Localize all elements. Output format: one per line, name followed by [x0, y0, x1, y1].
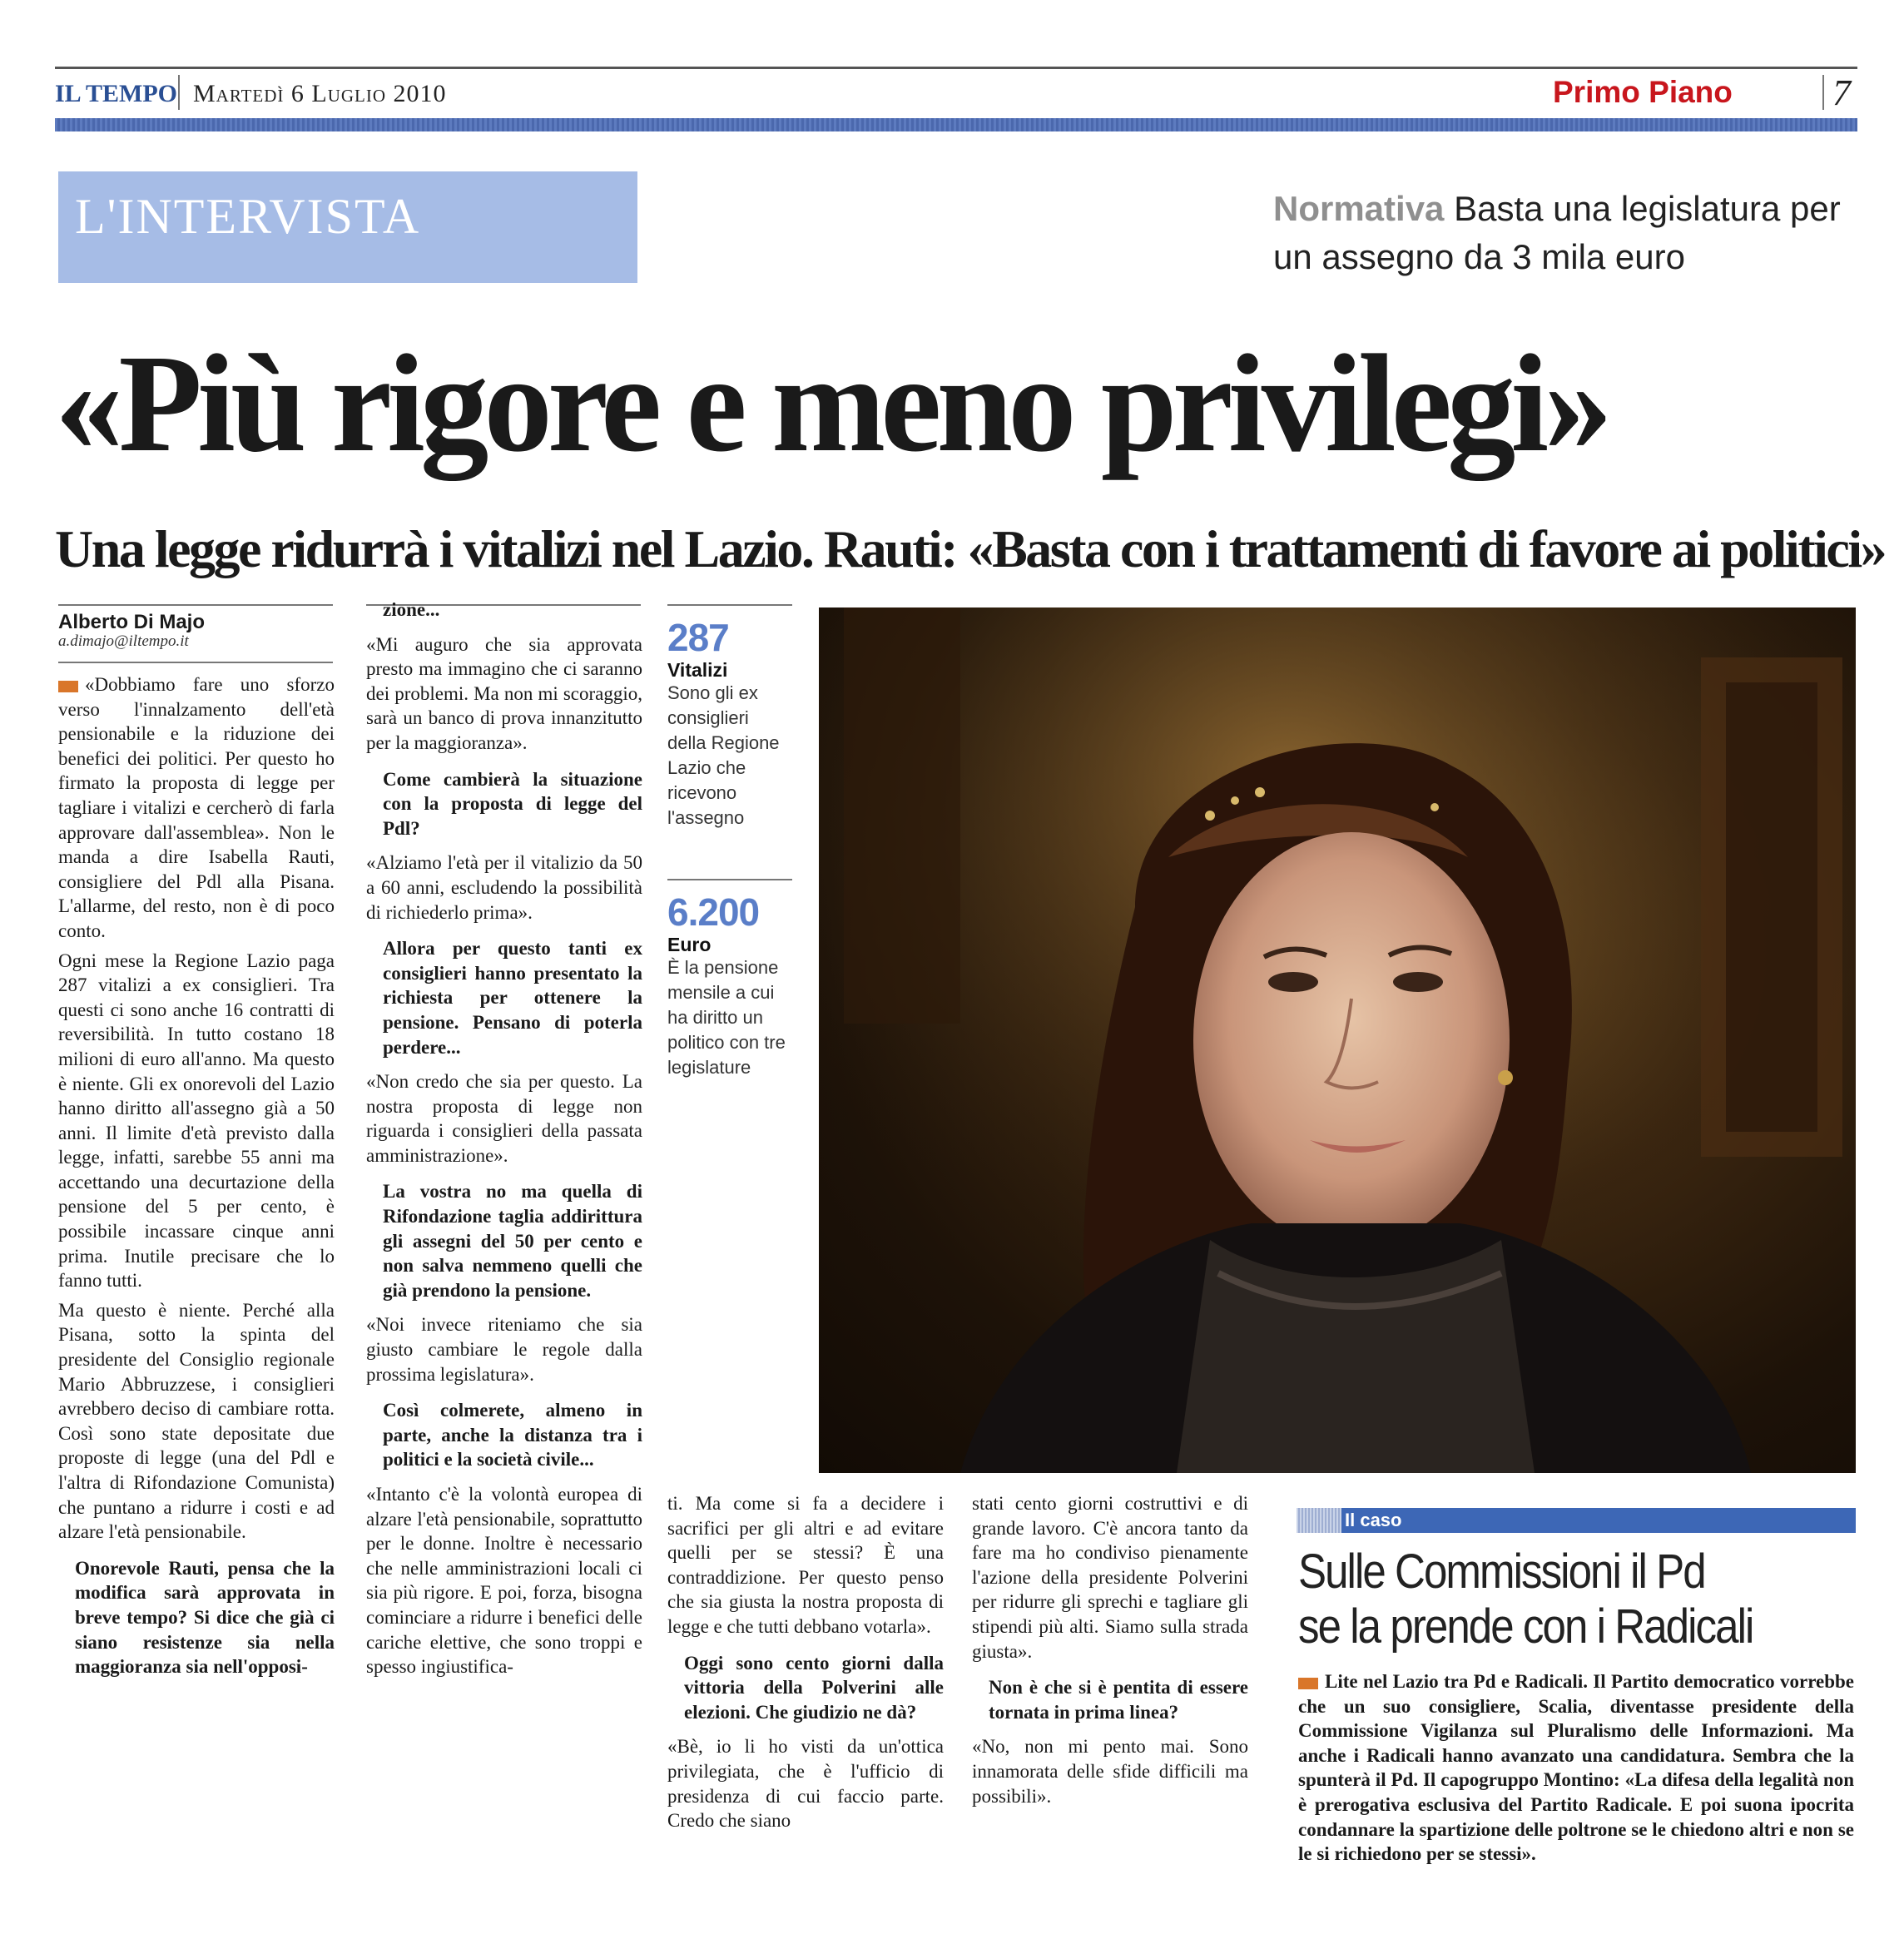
paragraph: «Dobbiamo fare uno sforzo verso l'innalzamento dell'età pensionabile e la riduzione dei benefici dei politici. Per questo ho firmato la proposta di legge per tagliare i vitalizi e cercherò di farla approvare dall'assemblea». Non le manda a dire Isabella Rauti, consigliere del Pdl alla Pisana. L'allarme, del resto, non è di poco conto.: [58, 674, 335, 941]
section-name: Primo Piano: [1553, 75, 1733, 109]
caso-title: [1298, 1545, 1796, 1654]
issue-date: Martedì 6 Luglio 2010: [193, 80, 447, 107]
stat-number: 287: [667, 616, 729, 659]
answer: «Non credo che sia per questo. La nostra proposta di legge non riguarda i consiglieri della passata amministrazione».: [366, 1071, 642, 1166]
answer: «Mi auguro che sia approvata presto ma immagino che ci saranno dei problemi. Ma non mi scoraggio, sarà un banco di prova innanzitutto per la maggioranza».: [366, 633, 642, 753]
paragraph-bullet-icon: [1298, 1678, 1318, 1689]
stat-description: È la pensione mensile a cui ha diritto un politico con tre legislature: [667, 957, 786, 1078]
kicker-label: L'INTERVISTA: [75, 189, 421, 244]
caso-tag-stripe: [1297, 1508, 1341, 1533]
caso-tag: [1297, 1508, 1856, 1533]
answer: ti. Ma come si fa a decidere i sacrifici per gli altri e ad evitare quelli per se stessi? È una contraddizione. Per questo penso che sia giusta la nostra proposta di legge e che tutti debbano votarla».: [667, 1493, 944, 1637]
paragraph: Ma questo è niente. Perché alla Pisana, sotto la spinta del presidente del Consiglio regionale Mario Abbruzzese, i consiglieri avrebbero deciso di cambiare rotta. Così sono state depositate due proposte di legge (una del Pdl e l'altra di Rifondazione Comunista) che puntano a ridurre i costi e ad alzare l'età pensionabile.: [58, 1299, 335, 1543]
question: Onorevole Rauti, pensa che la modifica sarà approvata in breve tempo? Si dice che già ci siano resistenze sia nella maggioranza sia nell'opposi-: [75, 1557, 335, 1678]
stat-divider: [667, 879, 792, 880]
subheadline: Una legge ridurrà i vitalizi nel Lazio. Rauti: «Basta con i trattamenti di favore ai politici»: [55, 519, 1886, 578]
question: Oggi sono cento giorni dalla vittoria della Polverini alle elezioni. Che giudizio ne dà?: [684, 1652, 944, 1723]
stat-description: Sono gli ex consiglieri della Regione Lazio che ricevono l'assegno: [667, 682, 780, 828]
answer: «Bè, io li ho visti da un'ottica privilegiata, che è l'ufficio di presidenza di cui faccio parte. Credo che siano: [667, 1736, 944, 1832]
answer: «Alziamo l'età per il vitalizio da 50 a 60 anni, escludendo la possibilità di richiederlo prima».: [366, 852, 642, 923]
answer: «Intanto c'è la volontà europea di alzare l'età pensionabile, soprattutto per le donne. Inoltre è necessario che nelle amministrazioni locali ci sia più rigore. E poi, forza, bisogna cominciare a ridurre i benefici delle cariche elettive, che sono troppi e spesso ingiustifica-: [366, 1484, 642, 1678]
question: zione...: [383, 599, 440, 620]
stat-box: [667, 616, 792, 831]
article-column-2: [366, 598, 642, 1684]
stat-box: [667, 890, 792, 1080]
masthead: [55, 72, 1857, 118]
byline-rule: [58, 662, 333, 663]
question: Non è che si è pentita di essere tornata in prima linea?: [989, 1677, 1248, 1723]
column-rule: [667, 604, 792, 606]
answer: stati cento giorni costruttivi e di grande lavoro. C'è ancora tanto da fare ma ho condiviso pienamente l'azione della presidente Polverini per ridurre gli sprechi e tagliare gli stipendi più alti. Siamo sulla strada giusta».: [972, 1493, 1248, 1662]
normativa-label: Normativa: [1273, 189, 1445, 228]
author-email: a.dimajo@iltempo.it: [58, 632, 189, 650]
normativa-summary: [1273, 185, 1856, 281]
masthead-band: [55, 118, 1857, 131]
top-rule: [55, 67, 1857, 69]
article-column-1: [58, 672, 335, 1689]
paragraph: Ogni mese la Regione Lazio paga 287 vitalizi a ex consiglieri. Tra questi ci sono anche 16 contratti di reversibilità. In tutto costano 18 milioni di euro all'anno. Ma questo è niente. Gli ex onorevoli del Lazio hanno diritto all'assegno già a 50 anni. Il limite d'età previsto dalla legge, infatti, sarebbe 55 anni ma accettando una decurtazione della pensione del 5 per cento, è possibile incassare cinque anni prima. Inutile precisare che lo fanno tutti.: [58, 950, 335, 1292]
question: Come cambierà la situazione con la proposta di legge del Pdl?: [383, 768, 642, 839]
column-rule: [58, 604, 333, 606]
caso-title-line: se la prende con i Radicali: [1298, 1599, 1753, 1654]
stat-label: Euro: [667, 934, 712, 955]
article-column-4: [972, 1491, 1248, 1813]
article-column-3: [667, 1491, 944, 1838]
answer: «Noi invece riteniamo che sia giusto cambiare le regole dalla prossima legislatura».: [366, 1314, 642, 1385]
page-number: 7: [1832, 72, 1851, 113]
caso-title-line: Sulle Commissioni il Pd: [1298, 1545, 1705, 1599]
question: Allora per questo tanti ex consiglieri hanno presentato la richiesta per ottenere la pensione. Pensano di poterla perdere...: [383, 938, 642, 1058]
question: La vostra no ma quella di Rifondazione taglia addirittura gli assegni del 50 per cento e non salva nemmeno quelli che già prendono la pensione.: [383, 1181, 642, 1301]
stat-number: 6.200: [667, 890, 760, 934]
portrait-illustration: [819, 607, 1856, 1473]
caso-tag-label: Il caso: [1345, 1510, 1402, 1530]
caso-paragraph: Lite nel Lazio tra Pd e Radicali. Il Partito democratico vorrebbe che un suo consigliere, Scalia, diventasse presidente della Commissione Vigilanza sul Pluralismo delle Informazioni. Ma anche i Radicali hanno avanzato una candidatura. Sembra che la spunterà il Pd. Il capogruppo Montino: «La difesa della legalità non è prerogativa esclusiva del Partito Radicale. E poi suona ipocrita condannare la spartizione delle poltrone se le chiedono altri e non se le si richiedono per se stessi».: [1298, 1671, 1854, 1865]
headline: «Più rigore e meno privilegi»: [55, 326, 1608, 481]
answer: «No, non mi pento mai. Sono innamorata delle sfide difficili ma possibili».: [972, 1736, 1248, 1807]
normativa-text: Basta una legislatura per un assegno da 3 mila euro: [1273, 189, 1841, 276]
masthead-separator: [1822, 75, 1824, 110]
stat-label: Vitalizi: [667, 659, 728, 681]
author-name: Alberto Di Majo: [58, 611, 206, 633]
paragraph-bullet-icon: [58, 681, 78, 692]
question: Così colmerete, almeno in parte, anche la distanza tra i politici e la società civile...: [383, 1400, 642, 1470]
caso-body: [1298, 1669, 1854, 1867]
masthead-separator: [178, 75, 180, 110]
interview-photo: [819, 607, 1856, 1473]
newspaper-logo: IL TEMPO: [55, 80, 177, 107]
kicker-box: [58, 171, 637, 283]
